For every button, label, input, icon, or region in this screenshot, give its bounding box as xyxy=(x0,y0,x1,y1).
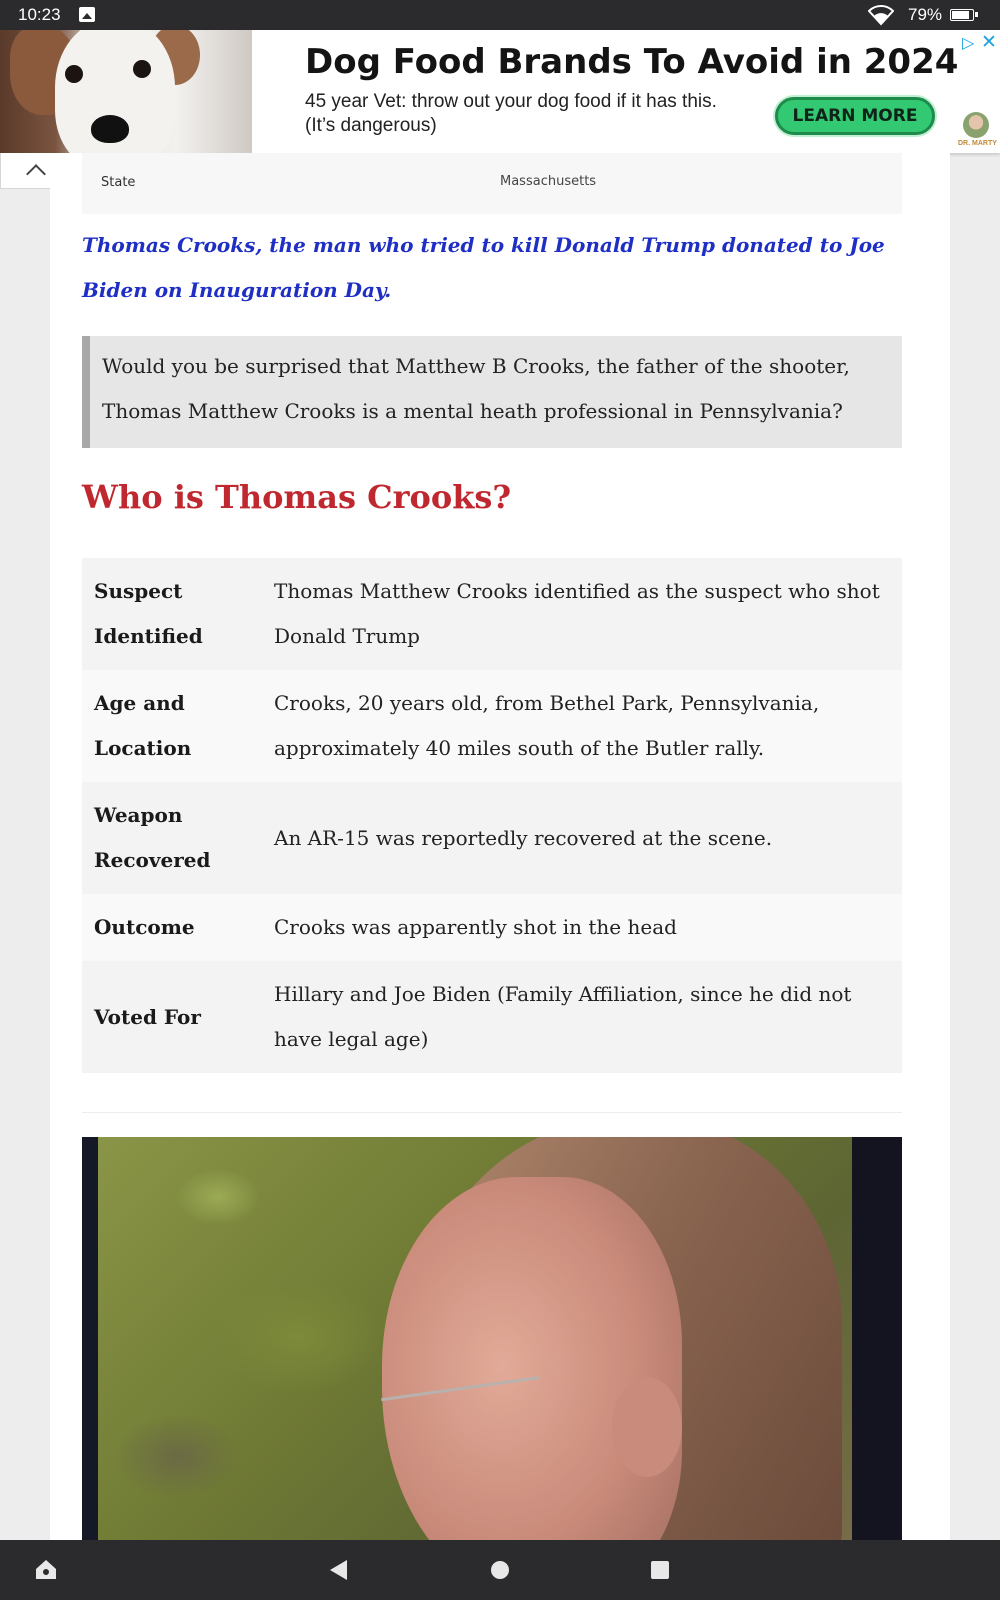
facts-table xyxy=(82,558,902,1073)
battery-icon xyxy=(950,9,974,21)
article-photo[interactable] xyxy=(82,1137,902,1540)
fact-value: Crooks was apparently shot in the head xyxy=(274,915,677,939)
fact-value: Thomas Matthew Crooks identified as the suspect who shot Donald Trump xyxy=(274,579,880,648)
ad-headline[interactable]: Dog Food Brands To Avoid in 2024 xyxy=(305,42,959,82)
state-row xyxy=(82,153,902,214)
system-nav-bar xyxy=(0,1540,1000,1600)
home-icon[interactable] xyxy=(34,1558,58,1580)
table-row xyxy=(82,961,902,1073)
divider xyxy=(82,1112,902,1113)
fact-key: Age and Location xyxy=(94,691,192,760)
chevron-up-icon xyxy=(26,164,46,184)
state-label: State xyxy=(101,175,136,190)
status-bar xyxy=(0,0,1000,30)
fact-key: Suspect Identified xyxy=(94,579,203,648)
fact-key: Outcome xyxy=(94,915,195,939)
ad-subtext[interactable]: 45 year Vet: throw out your dog food if it has this. (It’s dangerous) xyxy=(305,91,717,136)
adchoices-icon[interactable]: ▷ xyxy=(962,35,975,52)
blockquote: Would you be surprised that Matthew B Crooks, the father of the shooter, Thomas Matthew Crooks is a mental heath professional in Pennsylvania? xyxy=(82,336,902,448)
ad-banner[interactable] xyxy=(0,30,1000,153)
image-icon xyxy=(79,7,95,22)
status-time: 10:23 xyxy=(18,5,61,24)
article-content xyxy=(50,153,950,1540)
fact-key: Voted For xyxy=(94,1004,201,1029)
table-row xyxy=(82,670,902,782)
fact-key: Weapon Recovered xyxy=(94,803,211,872)
table-row xyxy=(82,558,902,670)
close-icon[interactable]: ✕ xyxy=(981,32,997,53)
table-row xyxy=(82,894,902,961)
battery-percent: 79% xyxy=(908,5,943,24)
advertiser-avatar[interactable] xyxy=(963,112,989,138)
ad-dog-image[interactable] xyxy=(0,30,252,153)
learn-more-button[interactable]: LEARN MORE xyxy=(775,97,935,135)
advertiser-label: DR. MARTY xyxy=(958,140,997,147)
fact-value: Hillary and Joe Biden (Family Affiliation, since he did not have legal age) xyxy=(274,982,852,1051)
fact-value: An AR-15 was reportedly recovered at the scene. xyxy=(274,825,773,850)
section-heading: Who is Thomas Crooks? xyxy=(82,478,512,516)
recents-icon[interactable] xyxy=(651,1561,669,1579)
home-circle-icon[interactable] xyxy=(491,1561,509,1579)
table-row xyxy=(82,782,902,894)
fact-value: Crooks, 20 years old, from Bethel Park, Pennsylvania, approximately 40 miles south of the Butler rally. xyxy=(274,691,820,760)
back-icon[interactable] xyxy=(330,1560,347,1580)
wifi-icon xyxy=(868,4,894,26)
donation-link[interactable]: Thomas Crooks, the man who tried to kill Donald Trump donated to Joe Biden on Inauguration Day. xyxy=(82,233,885,302)
state-value: Massachusetts xyxy=(500,174,597,189)
